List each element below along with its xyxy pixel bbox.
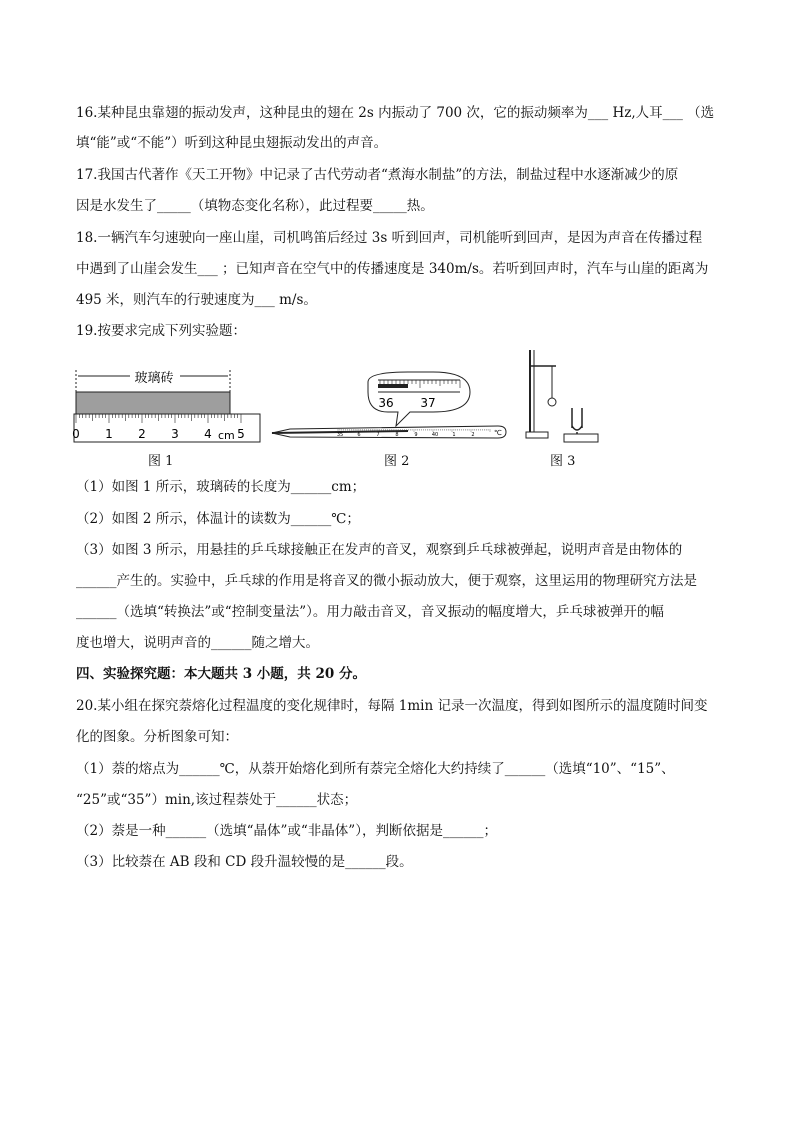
ruler-tick-label: 0: [72, 427, 80, 441]
thermometer-unit: ℃: [494, 429, 502, 437]
figure-3-caption: 图 3: [550, 454, 576, 469]
figure-1-ruler: [70, 368, 270, 448]
q20-part-3: （3）比较萘在 AB 段和 CD 段升温较慢的是______段。: [76, 854, 413, 870]
glass-brick-label: 玻璃砖: [134, 371, 174, 386]
figure-1-caption: 图 1: [148, 454, 174, 469]
q18-line-2: 中遇到了山崖会发生___ ；已知声音在空气中的传播速度是 340m/s。若听到回声时，汽车与山崖的距离为: [76, 261, 709, 277]
thermometer-tick-label: 7: [376, 432, 380, 438]
resonance-box: [564, 434, 598, 442]
zoom-tick-37: 37: [420, 396, 436, 410]
ruler-tick-label: 4: [204, 427, 212, 441]
thermometer-tick-label: 2: [471, 432, 475, 438]
q19-part-3-line-4: 度也增大，说明声音的______随之增大。: [76, 635, 319, 651]
q19-part-1: （1）如图 1 所示，玻璃砖的长度为______cm；: [76, 479, 366, 495]
q19-part-2: （2）如图 2 所示，体温计的读数为______℃；: [76, 511, 360, 527]
thermometer-tick-label: 40: [431, 432, 439, 438]
q16-line-2: 填“能”或“不能”）听到这种昆虫翅振动发出的声音。: [76, 135, 388, 151]
thermometer-tick-label: 6: [357, 432, 361, 438]
q16-line-1: 16.某种昆虫靠翅的振动发声，这种昆虫的翅在 2s 内振动了 700 次，它的振动频率为___ Hz,人耳___ （选: [76, 105, 715, 121]
q20-line-2: 化的图象。分析图象可知：: [76, 729, 238, 745]
q18-line-3: 495 米，则汽车的行驶速度为___ m/s。: [76, 292, 317, 308]
thermometer-tick-label: 35: [336, 432, 344, 438]
glass-brick: [76, 392, 230, 414]
q18-line-1: 18.一辆汽车匀速驶向一座山崖，司机鸣笛后经过 3s 听到回声，司机能听到回声，是因为声音在传播过程: [76, 230, 703, 246]
q20-part-1-line-1: （1）萘的熔点为______℃，从萘开始熔化到所有萘完全熔化大约持续了______（选填“10”、“15”、: [76, 761, 675, 777]
q19-part-3-line-1: （3）如图 3 所示，用悬挂的乒乓球接触正在发声的音叉，观察到乒乓球被弹起，说明声音是由物体的: [76, 542, 683, 558]
q19-part-3-line-2: ______产生的。实验中，乒乓球的作用是将音叉的微小振动放大，便于观察，这里运用的物理研究方法是: [76, 573, 697, 589]
stand-base: [526, 432, 548, 438]
ruler-tick-label: 3: [171, 427, 179, 441]
tuning-fork-bend: [572, 426, 582, 430]
q20-part-2: （2）萘是一种______（选填“晶体”或“非晶体”），判断依据是______；: [76, 823, 497, 839]
q19-title: 19.按要求完成下列实验题：: [76, 323, 246, 339]
ping-pong-ball: [548, 398, 556, 406]
ruler-unit: cm: [218, 429, 235, 442]
section-4-title: 四、实验探究题：本大题共 3 小题，共 20 分。: [76, 666, 366, 682]
thermometer-tick-label: 1: [452, 432, 456, 438]
thermometer-tick-label: 9: [414, 432, 418, 438]
ruler-tick-label: 5: [237, 427, 245, 441]
q19-part-3-line-3: ______（选填“转换法”或“控制变量法”）。用力敲击音叉，音叉振动的幅度增大，乒乓球被弹开的幅: [76, 604, 664, 620]
figure-3-tuning-fork-setup: [520, 346, 605, 446]
ruler-tick-label: 1: [105, 427, 113, 441]
q20-line-1: 20.某小组在探究萘熔化过程温度的变化规律时，每隔 1min 记录一次温度，得到如图所示的温度随时间变: [76, 698, 708, 714]
zoom-tick-36: 36: [378, 396, 394, 410]
q17-line-1: 17.我国古代著作《天工开物》中记录了古代劳动者“煮海水制盐”的方法，制盐过程中水逐渐减少的原: [76, 167, 679, 183]
figure-2-caption: 图 2: [384, 454, 410, 469]
ruler-tick-label: 2: [138, 427, 146, 441]
zoom-mercury: [378, 384, 408, 388]
figure-2-thermometer: [268, 370, 513, 445]
q20-part-1-line-2: “25”或“35”）min,该过程萘处于______状态；: [76, 792, 358, 808]
thermometer-tick-label: 8: [395, 432, 399, 438]
q17-line-2: 因是水发生了_____（填物态变化名称），此过程要_____热。: [76, 198, 434, 214]
